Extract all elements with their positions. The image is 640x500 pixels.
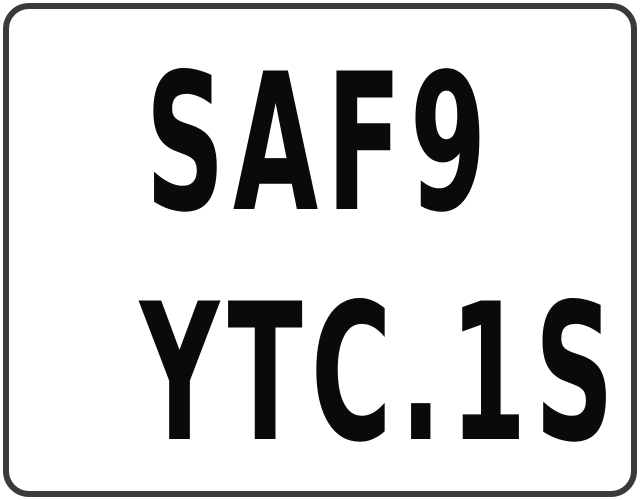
plate-line-2: YTC.1S bbox=[139, 263, 623, 484]
plate-line-1: SAF9 bbox=[145, 33, 495, 254]
license-plate bbox=[3, 3, 637, 497]
plate-face bbox=[9, 9, 631, 491]
